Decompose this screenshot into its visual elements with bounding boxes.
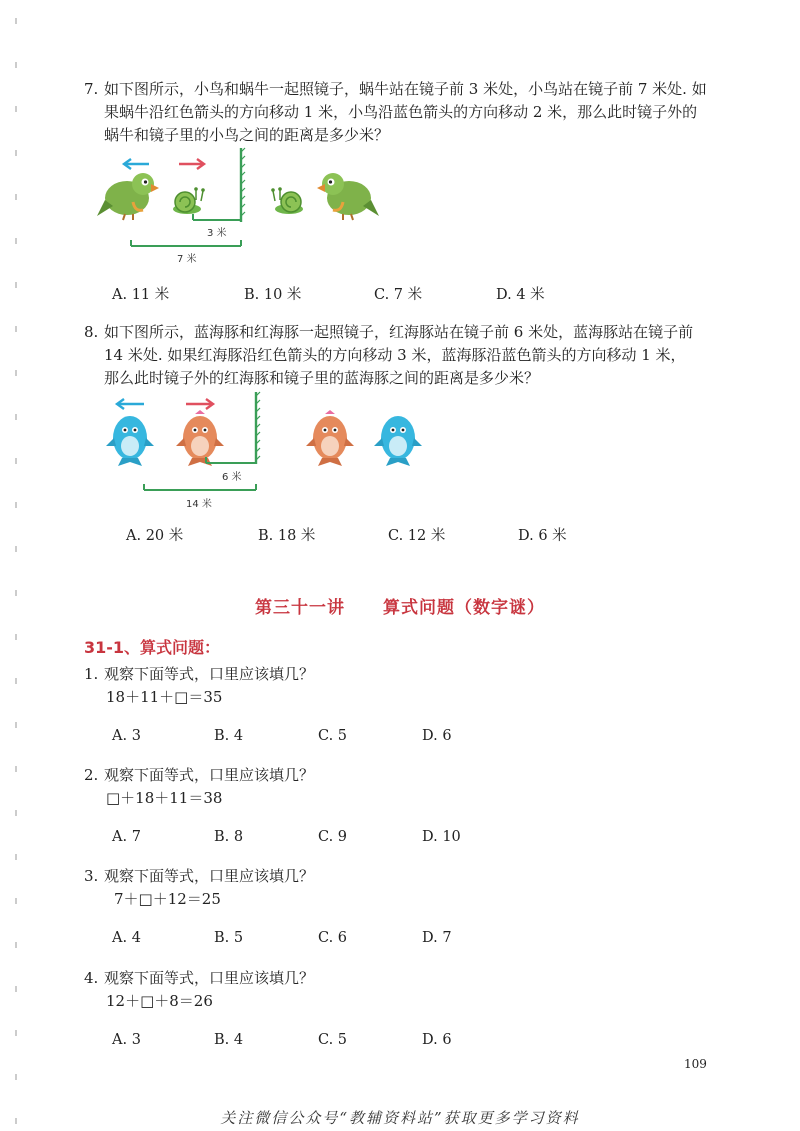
option-d[interactable]: D. 6 米 xyxy=(518,528,567,544)
problem-4-equation: 12＋□＋8＝26 xyxy=(106,992,213,1010)
option-d[interactable]: D. 7 xyxy=(422,930,452,946)
distance-label-large: 7 米 xyxy=(177,254,197,265)
mirror-icon xyxy=(256,392,260,464)
red-arrow-icon xyxy=(186,399,213,409)
question-line: 如下图所示，小鸟和蜗牛一起照镜子，蜗牛站在镜子前 3 米处，小鸟站在镜子前 7 米处. 如 xyxy=(104,80,707,98)
distance-label-small: 3 米 xyxy=(207,228,227,239)
problem-1-text xyxy=(84,663,724,686)
option-d[interactable]: D. 6 xyxy=(422,728,452,744)
option-b[interactable]: B. 18 米 xyxy=(258,528,316,544)
binding-margin xyxy=(0,0,26,1131)
option-d[interactable]: D. 10 xyxy=(422,829,461,845)
distance-bracket-large xyxy=(131,240,241,246)
page-number: 109 xyxy=(684,1057,707,1071)
problem-number: 4. xyxy=(84,969,99,987)
distance-label-large: 14 米 xyxy=(186,499,212,510)
option-c[interactable]: C. 5 xyxy=(318,1032,348,1048)
problem-1-equation: 18＋11＋□＝35 xyxy=(106,688,223,706)
option-b[interactable]: B. 4 xyxy=(214,1032,244,1048)
snail-icon xyxy=(173,187,205,214)
red-dolphin-reflection-icon xyxy=(306,410,354,466)
problem-number: 1. xyxy=(84,665,99,683)
problem-prompt: 观察下面等式，口里应该填几？ xyxy=(104,766,315,784)
question-line: 那么此时镜子外的红海豚和镜子里的蓝海豚之间的距离是多少米？ xyxy=(104,369,540,387)
option-c[interactable]: C. 7 米 xyxy=(374,287,423,303)
question-7-text xyxy=(84,78,724,147)
distance-label-small: 6 米 xyxy=(222,472,242,483)
blue-arrow-icon xyxy=(124,159,149,169)
question-7-figure xyxy=(95,140,395,270)
distance-bracket-small xyxy=(193,214,241,220)
option-b[interactable]: B. 4 xyxy=(214,728,244,744)
question-8-text xyxy=(84,321,724,390)
question-number: 8. xyxy=(84,323,99,341)
option-a[interactable]: A. 11 米 xyxy=(112,287,170,303)
distance-bracket-small xyxy=(206,457,256,463)
option-b[interactable]: B. 5 xyxy=(214,930,244,946)
problem-prompt: 观察下面等式，口里应该填几？ xyxy=(104,969,315,987)
problem-3-equation: 7＋□＋12＝25 xyxy=(114,890,221,908)
option-d[interactable]: D. 6 xyxy=(422,1032,452,1048)
option-c[interactable]: C. 6 xyxy=(318,930,348,946)
lecture-title xyxy=(0,593,800,618)
question-line: 14 米处. 如果红海豚沿红色箭头的方向移动 3 米，蓝海豚沿蓝色箭头的方向移动 1 米， xyxy=(104,346,686,364)
option-c[interactable]: C. 9 xyxy=(318,829,348,845)
option-a[interactable]: A. 4 xyxy=(112,930,141,946)
problem-2-text xyxy=(84,764,724,787)
option-a[interactable]: A. 20 米 xyxy=(126,528,184,544)
question-8-figure xyxy=(100,386,440,516)
bird-icon xyxy=(97,173,159,220)
bird-reflection-icon xyxy=(317,173,379,220)
snail-reflection-icon xyxy=(271,187,303,214)
footer-watermark: 关注微信公众号“教辅资料站”获取更多学习资料 xyxy=(220,1109,580,1127)
problem-prompt: 观察下面等式，口里应该填几？ xyxy=(104,867,315,885)
question-line: 蜗牛和镜子里的小鸟之间的距离是多少米？ xyxy=(104,126,390,144)
lecture-number: 第三十一讲 xyxy=(255,598,345,618)
option-b[interactable]: B. 10 米 xyxy=(244,287,302,303)
problem-2-equation: □＋18＋11＝38 xyxy=(106,789,223,807)
option-b[interactable]: B. 8 xyxy=(214,829,244,845)
option-c[interactable]: C. 5 xyxy=(318,728,348,744)
problem-number: 3. xyxy=(84,867,99,885)
blue-dolphin-reflection-icon xyxy=(374,416,422,466)
problem-number: 2. xyxy=(84,766,99,784)
question-line: 如下图所示，蓝海豚和红海豚一起照镜子，红海豚站在镜子前 6 米处，蓝海豚站在镜子前 xyxy=(104,323,694,341)
blue-dolphin-icon xyxy=(106,416,154,466)
lecture-topic: 算式问题（数字谜） xyxy=(383,598,545,618)
blue-arrow-icon xyxy=(117,399,144,409)
option-a[interactable]: A. 3 xyxy=(112,1032,141,1048)
question-number: 7. xyxy=(84,80,99,98)
option-a[interactable]: A. 7 xyxy=(112,829,141,845)
option-c[interactable]: C. 12 米 xyxy=(388,528,446,544)
option-a[interactable]: A. 3 xyxy=(112,728,141,744)
red-dolphin-icon xyxy=(176,410,224,466)
section-title: 31-1、算式问题： xyxy=(84,638,221,657)
option-d[interactable]: D. 4 米 xyxy=(496,287,545,303)
question-line: 果蜗牛沿红色箭头的方向移动 1 米，小鸟沿蓝色箭头的方向移动 2 米，那么此时镜子外的 xyxy=(104,103,698,121)
problem-prompt: 观察下面等式，口里应该填几？ xyxy=(104,665,315,683)
problem-4-text xyxy=(84,967,724,990)
problem-3-text xyxy=(84,865,724,888)
mirror-icon xyxy=(241,148,245,222)
red-arrow-icon xyxy=(179,159,204,169)
distance-bracket-large xyxy=(144,484,256,490)
